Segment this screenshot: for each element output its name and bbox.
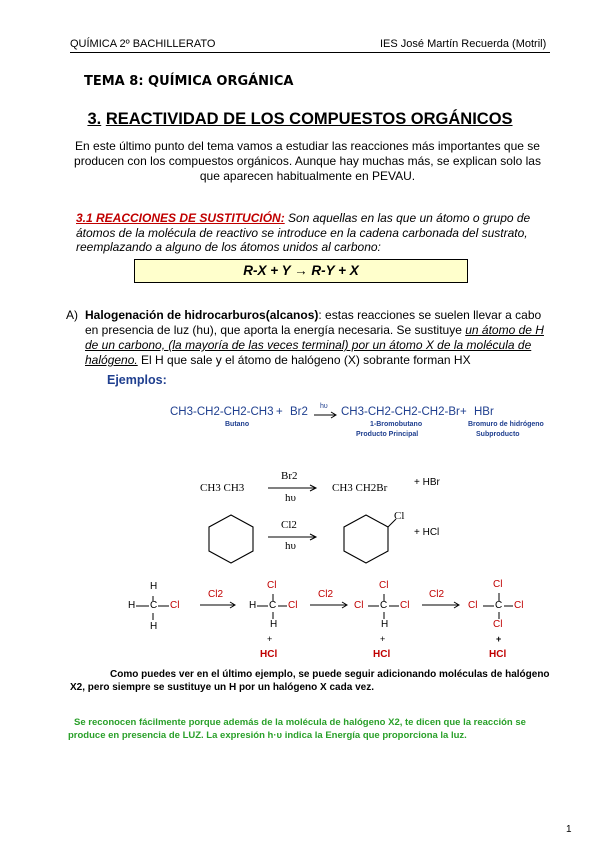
hw-eq2-condition: hυ — [285, 540, 296, 552]
m3-plus: + — [380, 634, 386, 644]
section-title — [0, 110, 600, 129]
m2-plus: + — [267, 634, 273, 644]
m1-h-bottom: H — [150, 621, 158, 632]
green-note — [68, 716, 548, 742]
arrow2-reagent: Cl2 — [318, 589, 334, 600]
section-title-text: REACTIVIDAD DE LOS COMPUESTOS ORGÁNICOS — [105, 110, 513, 128]
eq-plus2: + — [460, 406, 467, 418]
m2-c: C — [269, 600, 277, 611]
arrow1-reagent: Cl2 — [208, 589, 224, 600]
eq-reagent: Br2 — [290, 406, 308, 418]
m4-cl-left: Cl — [468, 600, 478, 611]
chlorocyclohexane-icon — [340, 512, 400, 566]
m3-c: C — [380, 600, 388, 611]
eq-arrow-icon — [314, 410, 338, 420]
cyclohexane-icon — [205, 512, 257, 566]
eq-product: CH3-CH2-CH2-CH2-Br — [341, 406, 460, 418]
eq-condition: hυ — [320, 403, 328, 410]
m2-hcl: HCl — [260, 649, 278, 660]
hw-eq2-reagent: Cl2 — [281, 519, 297, 531]
m1-h-top: H — [150, 581, 158, 592]
header-left: QUÍMICA 2º BACHILLERATO — [70, 38, 216, 50]
eq-byproduct: HBr — [474, 406, 494, 418]
m2-bonds — [245, 585, 315, 635]
part-a-paragraph — [66, 308, 546, 368]
label-product2: Producto Principal — [356, 431, 419, 438]
tema-title: TEMA 8: QUÍMICA ORGÁNICA — [84, 74, 294, 89]
m2-cl-right: Cl — [288, 600, 298, 611]
header-divider — [70, 52, 550, 53]
part-a-text1: : estas reacciones se suelen llevar a cabo en presencia de luz (hu), que aporta la energía necesaria. Se sustituye — [85, 308, 542, 337]
subsection-3-1 — [76, 211, 546, 255]
m4-bonds — [470, 585, 540, 635]
m3-cl-right: Cl — [400, 600, 410, 611]
m1-bonds — [125, 585, 195, 635]
m1-h-left: H — [128, 600, 136, 611]
m4-cl-bottom: Cl — [493, 619, 503, 630]
intro-paragraph: En este último punto del tema vamos a estudiar las reacciones más importantes que se producen con los compuestos orgánicos. Aunque hay muchas más, se explican solo las que aparecen habitualmente en PEVAU. — [74, 139, 541, 183]
eq-plus1: + — [276, 406, 283, 418]
label-byproduct2: Subproducto — [476, 431, 520, 438]
hw-eq1-condition: hυ — [285, 492, 296, 504]
hw-eq2-byproduct: + HCl — [414, 527, 440, 538]
m4-plus: + — [496, 634, 502, 644]
hw-eq1-product: CH3 CH2Br — [332, 482, 388, 494]
header-right: IES José Martín Recuerda (Motril) — [380, 38, 547, 50]
part-a-marker: A) — [66, 308, 78, 322]
m4-cl-top: Cl — [493, 579, 503, 590]
page-number: 1 — [566, 824, 572, 835]
hw-eq2-substituent: Cl — [394, 510, 405, 522]
note-text: Como puedes ver en el último ejemplo, se puede seguir adicionando moléculas de halógeno X2, pero siempre se sustituye un H por un halógeno X cada vez. — [70, 669, 550, 693]
explanation-note — [70, 668, 550, 694]
label-byproduct1: Bromuro de hidrógeno — [468, 421, 544, 428]
hw-eq1-reactant: CH3 CH3 — [200, 482, 245, 494]
label-product1: 1-Bromobutano — [370, 421, 423, 428]
ejemplos-label: Ejemplos: — [107, 373, 167, 387]
m3-h-bottom: H — [381, 619, 389, 630]
m1-cl: Cl — [170, 600, 180, 611]
arrow3-reagent: Cl2 — [429, 589, 445, 600]
hw-eq1-reagent: Br2 — [281, 470, 298, 482]
arrow2-icon — [310, 600, 350, 610]
m3-bonds — [355, 585, 425, 635]
green-note-text: Se reconocen fácilmente porque además de la molécula de halógeno X2, te dicen que la reacción se produce en presencia de LUZ. La expresión h·υ indica la Energía que proporciona la luz. — [68, 717, 526, 741]
m4-cl-right: Cl — [514, 600, 524, 611]
subsection-heading: 3.1 REACCIONES DE SUSTITUCIÓN: — [76, 211, 285, 225]
m4-hcl: HCl — [489, 649, 507, 660]
section-number: 3. — [87, 110, 102, 128]
m2-h-bottom: H — [270, 619, 278, 630]
general-equation-box: R-X + Y → R-Y + X — [134, 259, 468, 283]
m3-cl-top: Cl — [379, 580, 389, 591]
part-a-title: Halogenación de hidrocarburos(alcanos) — [85, 308, 319, 322]
part-a-underlined: un átomo de H de un carbono, (la mayoría de las veces terminal) por un átomo X de la molécula de halógeno. — [85, 323, 544, 367]
hw-eq1-byproduct: + HBr — [414, 477, 440, 488]
label-reactant: Butano — [225, 421, 250, 428]
part-a-text2: El H que sale y el átomo de halógeno (X) sobrante forman HX — [137, 353, 471, 367]
m3-cl-left: Cl — [354, 600, 364, 611]
m1-c: C — [150, 600, 158, 611]
eq-reactant: CH3-CH2-CH2-CH3 — [170, 406, 274, 418]
m2-cl-top: Cl — [267, 580, 277, 591]
arrow3-icon — [422, 600, 462, 610]
m3-hcl: HCl — [373, 649, 391, 660]
m2-h-left: H — [249, 600, 257, 611]
m4-c: C — [495, 600, 503, 611]
arrow1-icon — [200, 600, 238, 610]
subsection-definition: Son aquellas en las que un átomo o grupo de átomos de la molécula de reactivo se introduce en la cadena carbonada del sustrato, reemplazando a alguno de los átomos unidos al carbono: — [76, 211, 531, 254]
